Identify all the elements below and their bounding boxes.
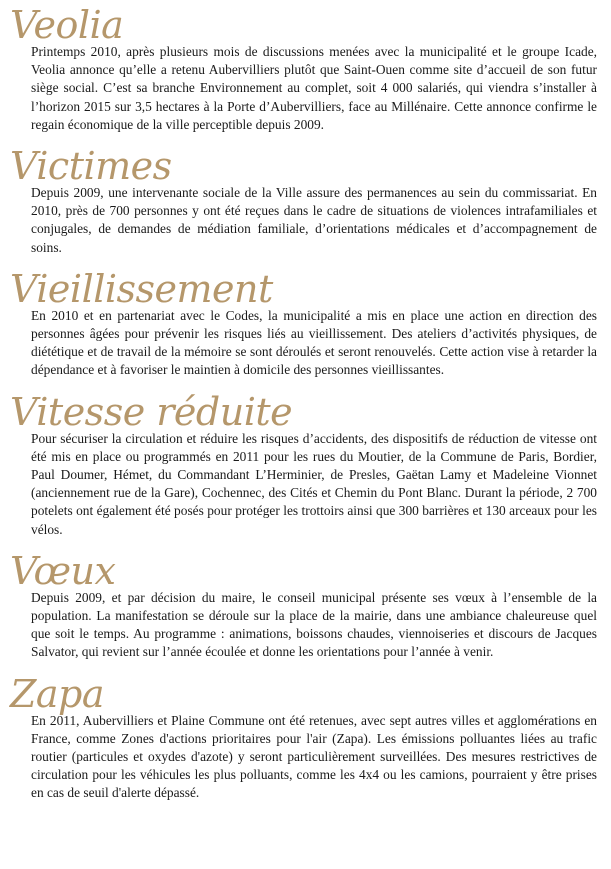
entry-vieillissement xyxy=(10,266,597,380)
entry-vitesse-reduite xyxy=(10,389,597,539)
entry-title: Zapa xyxy=(10,671,105,716)
entry-body: Printemps 2010, après plusieurs mois de discussions menées avec la municipalité et le groupe Icade, Veolia annonce qu’elle a retenu Aubervilliers plutôt que Saint-Ouen comme site d’accueil de son futur siège social. C’est sa branche Environnement au complet, soit 4 000 salariés, qui viendra s’installer à l’horizon 2015 sur 3,5 hectares à la Porte d’Aubervilliers, face au Millénaire. Cette annonce confirme le regain économique de la ville perceptible depuis 2009. xyxy=(31,44,597,132)
entry-body: Depuis 2009, une intervenante sociale de la Ville assure des permanences au sein du commissariat. En 2010, près de 700 personnes y ont été reçues dans le cadre de situations de violences intrafamiliales et conjugales, de demandes de médiation familiale, d’orientations médicales et d’accompagnement de soins. xyxy=(31,185,597,255)
entry-body: En 2010 et en partenariat avec le Codes, la municipalité a mis en place une action en direction des personnes âgées pour prévenir les risques liés au vieillissement. Des ateliers d’activités physiques, de diététique et de travail de la mémoire se sont déroulés et seront renouvelés. Cette action vise à retarder la dépendance et à favoriser le maintien à domicile des personnes vieillissantes. xyxy=(31,307,597,378)
entry-title: Vœux xyxy=(10,548,116,593)
entry-title: Vitesse réduite xyxy=(10,389,293,434)
entry-victimes xyxy=(10,144,597,257)
entry-body: En 2011, Aubervilliers et Plaine Commune ont été retenues, avec sept autres villes et agglomérations en France, comme Zones d'actions prioritaires pour l'air (Zapa). Les émissions polluantes liées au trafic routier (particules et oxydes d'azote) y seront particulièrement surveillées. Des mesures restrictives de circulation pour les véhicules les plus polluants, comme les 4x4 ou les camions, pourraient y être prises en cas de seuil d'alerte dépassé. xyxy=(31,712,597,801)
entry-veolia xyxy=(10,3,597,134)
entry-title: Victimes xyxy=(10,144,172,189)
entry-title: Vieillissement xyxy=(10,266,273,311)
entry-voeux xyxy=(10,548,597,662)
entry-body: Pour sécuriser la circulation et réduire les risques d’accidents, des dispositifs de réduction de vitesse ont été mis en place ou programmés en 2011 pour les rues du Moutier, de la Commune de Paris, Bordier, Paul Doumer, Hémet, du Commandant L’Herminier, de Presles, Gaëtan Lamy et Madeleine Vionnet (anciennement rue de la Gare), Cochennec, des Cités et Chemin du Pont Blanc. Durant la période, 2 700 potelets ont également été posés pour protéger les trottoirs ainsi que 300 barrières et 130 arceaux pour les vélos. xyxy=(31,430,597,537)
entry-zapa xyxy=(10,671,597,803)
entry-title: Veolia xyxy=(10,3,124,47)
entry-body: Depuis 2009, et par décision du maire, le conseil municipal présente ses vœux à l’ensemble de la population. La manifestation se déroule sur la place de la mairie, dans une ambiance chaleureuse quel que soit le temps. Au programme : animations, boissons chaudes, viennoiseries et discours de Jacques Salvator, qui revient sur l’année écoulée et donne les orientations pour l’année à venir. xyxy=(31,589,597,660)
